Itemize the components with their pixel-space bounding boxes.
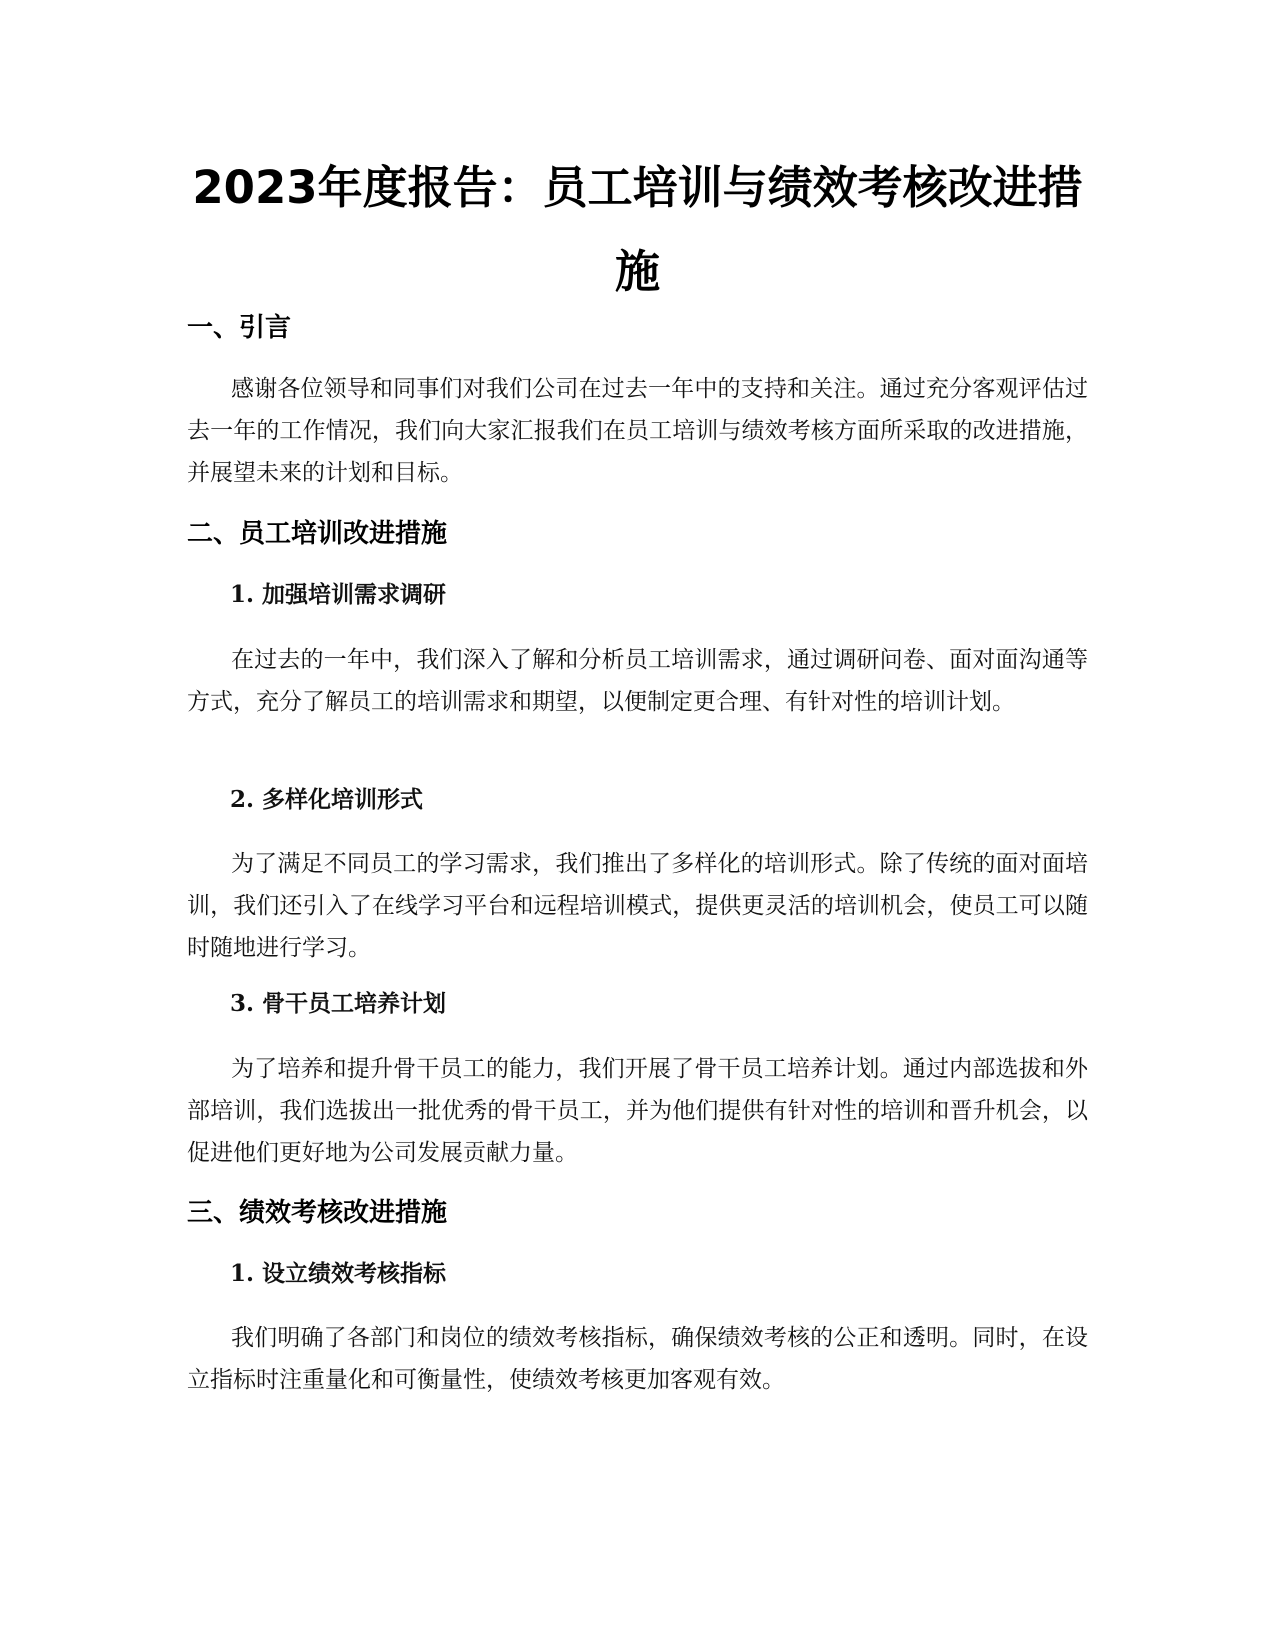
paragraph-key-staff-plan: 为了培养和提升骨干员工的能力，我们开展了骨干员工培养计划。通过内部选拔和外部培训，我们选拔出一批优秀的骨干员工，并为他们提供有针对性的培训和晋升机会，以促进他们更好地为公司发展贡献力量。 bbox=[187, 1056, 1088, 1166]
subheading-performance-indicators: 1. 设立绩效考核指标 bbox=[230, 1260, 447, 1287]
section-heading-training: 二、员工培训改进措施 bbox=[187, 519, 448, 549]
paragraph-training-formats: 为了满足不同员工的学习需求，我们推出了多样化的培训形式。除了传统的面对面培训，我们还引入了在线学习平台和远程培训模式，提供更灵活的培训机会，使员工可以随时随地进行学习。 bbox=[187, 851, 1088, 961]
paragraph-training-research: 在过去的一年中，我们深入了解和分析员工培训需求，通过调研问卷、面对面沟通等方式，充分了解员工的培训需求和期望，以便制定更合理、有针对性的培训计划。 bbox=[187, 647, 1088, 715]
subheading-key-staff-plan: 3. 骨干员工培养计划 bbox=[230, 990, 447, 1017]
subheading-training-research: 1. 加强培训需求调研 bbox=[230, 581, 447, 608]
section-heading-introduction: 一、引言 bbox=[187, 313, 292, 343]
paragraph-introduction: 感谢各位领导和同事们对我们公司在过去一年中的支持和关注。通过充分客观评估过去一年的工作情况，我们向大家汇报我们在员工培训与绩效考核方面所采取的改进措施，并展望未来的计划和目标。 bbox=[187, 376, 1088, 486]
document-title: 2023年度报告：员工培训与绩效考核改进措施 bbox=[192, 161, 1083, 298]
subheading-training-formats: 2. 多样化培训形式 bbox=[230, 786, 424, 813]
paragraph-performance-indicators: 我们明确了各部门和岗位的绩效考核指标，确保绩效考核的公正和透明。同时，在设立指标时注重量化和可衡量性，使绩效考核更加客观有效。 bbox=[187, 1325, 1088, 1393]
section-heading-performance: 三、绩效考核改进措施 bbox=[187, 1198, 448, 1228]
